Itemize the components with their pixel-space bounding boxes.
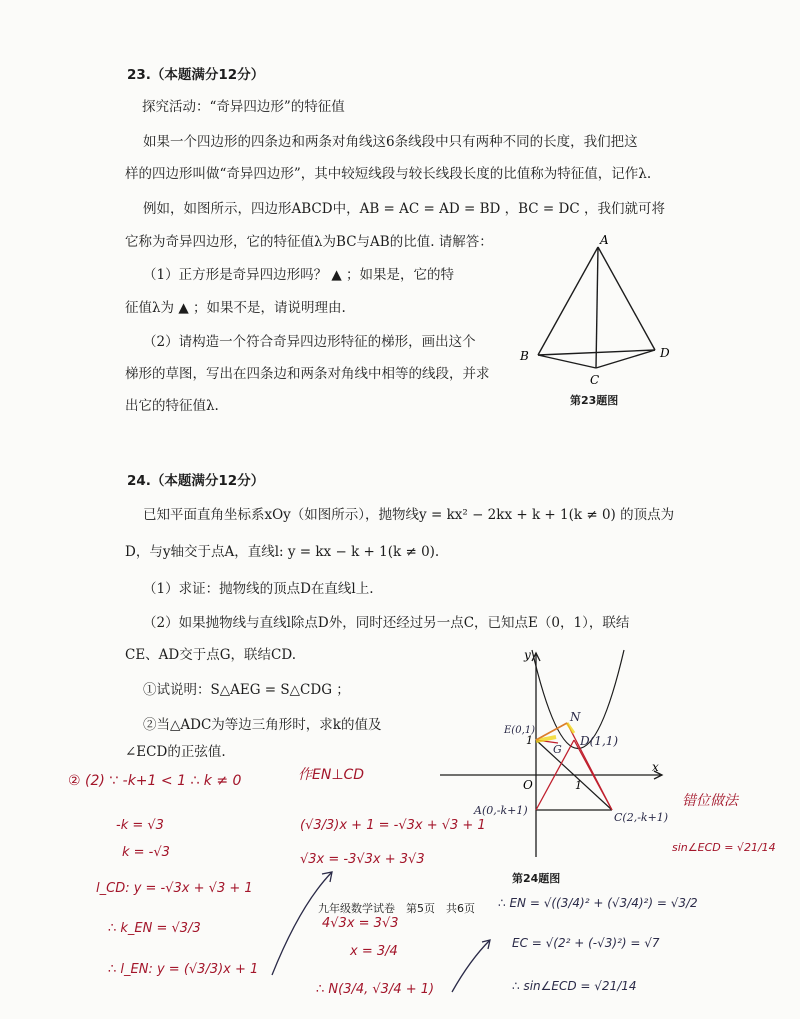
- q24-header: 24.（本题满分12分）: [127, 473, 265, 489]
- q24-part-2a: （2）如果抛物线与直线l除点D外，同时还经过另一点C，已知点E（0，1），联结: [143, 615, 630, 631]
- page-footer: 九年级数学试卷 第5页 共6页: [318, 902, 475, 915]
- q24-paragraph-1b: D，与y轴交于点A，直线l: y = kx − k + 1(k ≠ 0).: [125, 544, 440, 560]
- q23-part-2a: （2）请构造一个符合奇异四边形特征的梯形，画出这个: [143, 334, 476, 350]
- q24-subpart-1: ①试说明：S△AEG = S△CDG ；: [143, 682, 350, 698]
- q24-label-c: C(2,-k+1): [614, 811, 669, 824]
- q24-origin-label: O: [523, 778, 533, 792]
- handwriting-sine: ∴ sin∠ECD = √21/14: [512, 979, 637, 993]
- q23-paragraph-2a: 例如，如图所示，四边形ABCD中，AB = AC = AD = BD ，BC = DC ，我们就可将: [143, 201, 665, 217]
- q24-tick-x-1: 1: [575, 779, 582, 792]
- q24-caption: 第24题图: [512, 872, 561, 885]
- q23-paragraph-1a: 如果一个四边形的四条边和两条对角线这6条线段中只有两种不同的长度，我们把这: [143, 134, 638, 150]
- q24-label-n: N: [570, 710, 581, 724]
- q23-part-1b: 征值λ为 ▲ ；如果不是，请说明理由.: [125, 300, 346, 316]
- handwriting-step-condition: ② (2) ∵ -k+1 < 1 ∴ k ≠ 0: [68, 773, 242, 789]
- q23-label-c: C: [590, 373, 600, 387]
- q23-caption: 第23题图: [570, 394, 619, 407]
- q23-part-2b: 梯形的草图，写出在四条边和两条对角线中相等的线段，并求: [125, 366, 490, 382]
- handwriting-middle-5: ∴ N(3/4, √3/4 + 1): [316, 982, 435, 997]
- handwriting-note: 错位做法: [682, 793, 738, 809]
- q24-part-2b: CE、AD交于点G，联结CD.: [125, 647, 297, 663]
- q24-label-e: E(0,1): [504, 725, 536, 736]
- q24-label-g: G: [553, 743, 562, 756]
- q24-paragraph-1a: 已知平面直角坐标系xOy（如图所示），抛物线y = kx² − 2kx + k + 1(k ≠ 0) 的顶点为: [143, 507, 675, 523]
- q23-label-d: D: [660, 346, 670, 360]
- handwriting-left-3: l_CD: y = -√3x + √3 + 1: [96, 881, 253, 896]
- handwriting-middle-2: √3x = -3√3x + 3√3: [300, 852, 425, 867]
- q23-paragraph-1b: 样的四边形叫做“奇异四边形”，其中较短线段与较长线段长度的比值称为特征值，记作λ.: [125, 166, 652, 182]
- q23-title: 探究活动：“奇异四边形”的特征值: [142, 99, 345, 115]
- q23-label-b: B: [520, 349, 529, 363]
- handwriting-left-5: ∴ l_EN: y = (√3/3)x + 1: [108, 962, 259, 977]
- handwriting-middle-1: (√3/3)x + 1 = -√3x + √3 + 1: [300, 818, 486, 833]
- q24-subpart-2b: ∠ECD的正弦值.: [125, 744, 226, 760]
- q24-subpart-2a: ②当△ADC为等边三角形时，求k的值及: [143, 717, 382, 733]
- q24-axis-y-label: y: [524, 648, 531, 662]
- q24-part-1: （1）求证：抛物线的顶点D在直线l上.: [143, 581, 374, 597]
- handwriting-left-1: -k = √3: [116, 818, 164, 833]
- q23-label-a: A: [600, 233, 609, 247]
- handwriting-result: sin∠ECD = √21/14: [672, 841, 776, 854]
- q23-header: 23.（本题满分12分）: [127, 67, 265, 83]
- q24-axis-x-label: x: [652, 760, 659, 774]
- handwriting-construction: 作EN⊥CD: [298, 767, 365, 783]
- q23-part-1a: （1）正方形是奇异四边形吗？ ▲ ；如果是，它的特: [143, 267, 455, 283]
- handwriting-en: ∴ EN = √((3/4)² + (√3/4)²) = √3/2: [498, 896, 698, 910]
- handwriting-middle-3: 4√3x = 3√3: [322, 916, 399, 931]
- handwriting-middle-4: x = 3/4: [350, 944, 398, 959]
- q24-label-d: D(1,1): [580, 734, 619, 748]
- q24-label-a: A(0,-k+1): [474, 804, 528, 817]
- handwriting-ec: EC = √(2² + (-√3)²) = √7: [512, 936, 660, 950]
- q24-tick-y-1: 1: [526, 734, 533, 747]
- q23-paragraph-2b: 它称为奇异四边形，它的特征值λ为BC与AB的比值. 请解答：: [125, 234, 493, 250]
- handwriting-left-4: ∴ k_EN = √3/3: [108, 921, 201, 936]
- handwriting-left-2: k = -√3: [122, 845, 170, 860]
- q23-part-2c: 出它的特征值λ.: [125, 398, 219, 414]
